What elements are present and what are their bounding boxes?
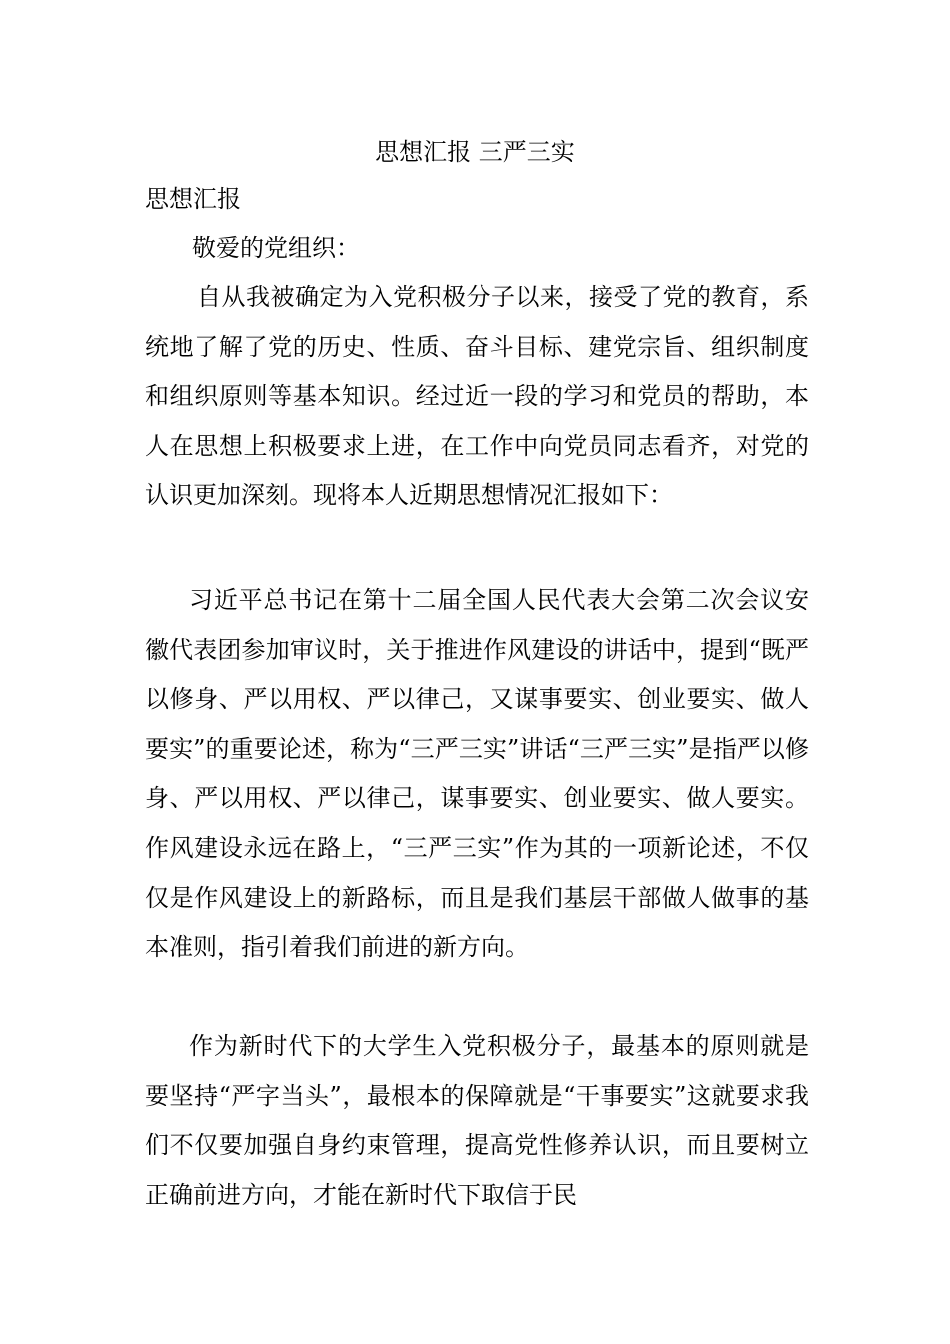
document-title: 思想汇报 三严三实 [375,138,575,166]
salutation: 敬爱的党组织： [192,234,360,262]
paragraph-3: 作为新时代下的大学生入党积极分子，最基本的原则就是要坚持“严字当头”，最根本的保障就是“干事要实”这就要求我们不仅要加强自身约束管理，提高党性修养认识，而且要树立正确前进方向，才能在新时代下取信于民 [145,1032,809,1209]
paragraph-1: 自从我被确定为入党积极分子以来，接受了党的教育，系统地了解了党的历史、性质、奋斗目标、建党宗旨、组织制度和组织原则等基本知识。经过近一段的学习和党员的帮助，本人在思想上积极要求上进，在工作中向党员同志看齐，对党的认识更加深刻。现将本人近期思想情况汇报如下： [145,283,809,510]
paragraph-2: 习近平总书记在第十二届全国人民代表大会第二次会议安徽代表团参加审议时，关于推进作风建设的讲话中，提到“既严以修身、严以用权、严以律己，又谋事要实、创业要实、做人要实”的重要论述，称为“三严三实”讲话“三严三实”是指严以修身、严以用权、严以律己，谋事要实、创业要实、做人要实。作风建设永远在路上，“三严三实”作为其的一项新论述，不仅仅是作风建设上的新路标，而且是我们基层干部做人做事的基本准则，指引着我们前进的新方向。 [145,586,809,962]
document-subtitle: 思想汇报 [145,185,241,213]
